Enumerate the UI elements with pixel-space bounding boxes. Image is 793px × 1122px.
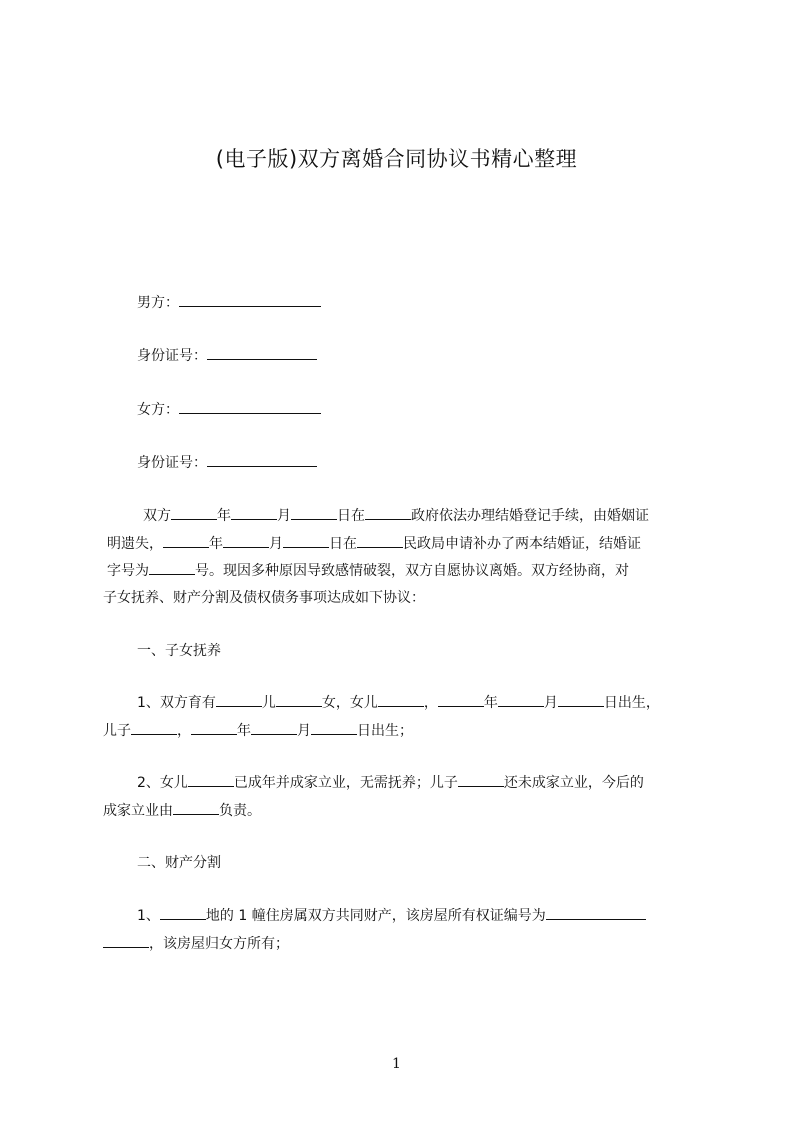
intro-text: 日在 (337, 508, 365, 524)
section-1-item-1-line-2 (103, 720, 413, 740)
intro-text: 政府依法办理结婚登记手续，由婚姻证 (411, 508, 649, 524)
blank[interactable] (276, 693, 322, 707)
intro-text: 字号为 (107, 563, 149, 579)
blank[interactable] (498, 693, 544, 707)
male-field (137, 292, 321, 312)
blank[interactable] (251, 721, 297, 735)
female-blank[interactable] (179, 400, 321, 414)
intro-text: 号。现因多种原因导致感情破裂，双方自愿协议离婚。双方经协商，对 (195, 563, 629, 579)
item-text: 年 (483, 695, 498, 711)
female-label: 女方： (137, 402, 179, 418)
blank[interactable] (191, 721, 237, 735)
intro-text: 年 (209, 536, 223, 552)
blank[interactable] (231, 506, 277, 520)
item-text: 儿 (261, 695, 276, 711)
item-text: 负责。 (219, 803, 261, 819)
certificate-number-blank[interactable] (546, 906, 646, 920)
female-id-field (137, 452, 317, 472)
blank[interactable] (438, 693, 484, 707)
item-text: 1、双方育有 (137, 695, 216, 711)
intro-text: 民政局申请补办了两本结婚证，结婚证 (403, 536, 641, 552)
section-1-item-1-line-1 (137, 692, 660, 712)
female-id-label: 身份证号： (137, 455, 207, 471)
section-2-item-1-line-1 (137, 905, 646, 925)
section-1-item-2-line-2 (103, 800, 261, 820)
intro-line-2 (107, 533, 641, 553)
blank[interactable] (365, 506, 411, 520)
section-1-item-2-line-1 (137, 772, 644, 792)
male-id-blank[interactable] (207, 346, 317, 360)
item-text: 日出生， (603, 695, 660, 711)
blank[interactable] (223, 534, 269, 548)
section-2-item-1-line-2 (103, 933, 289, 953)
item-text: 地的 1 幢住房属双方共同财产，该房屋所有权证编号为 (205, 908, 546, 924)
item-text: 儿子 (103, 723, 131, 739)
item-text: 已成年并成家立业，无需抚养；儿子 (233, 775, 458, 791)
item-text: 日出生； (357, 723, 413, 739)
intro-text: 日在 (329, 536, 357, 552)
intro-text: 月 (269, 536, 283, 552)
blank[interactable] (357, 534, 403, 548)
intro-text: 双方 (143, 508, 171, 524)
blank[interactable] (149, 561, 195, 575)
intro-text: 年 (217, 508, 231, 524)
blank[interactable] (311, 721, 357, 735)
page-number: 1 (392, 1056, 401, 1072)
item-text: 成家立业由 (103, 803, 173, 819)
certificate-number-blank-cont[interactable] (103, 934, 149, 948)
intro-line-3 (107, 560, 629, 580)
intro-text: 明遗失， (107, 536, 163, 552)
item-text: ，该房屋归女方所有； (149, 936, 289, 952)
section-2-heading: 二、财产分割 (137, 855, 221, 871)
item-text: 2、女儿 (137, 775, 188, 791)
blank[interactable] (283, 534, 329, 548)
item-text: 还未成家立业，今后的 (503, 775, 644, 791)
blank[interactable] (291, 506, 337, 520)
document-title: (电子版)双方离婚合同协议书精心整理 (215, 147, 578, 171)
intro-text: 月 (277, 508, 291, 524)
blank[interactable] (216, 693, 262, 707)
section-1-heading: 一、子女抚养 (137, 643, 221, 659)
female-id-blank[interactable] (207, 453, 317, 467)
item-text: 月 (297, 723, 311, 739)
blank[interactable] (160, 906, 206, 920)
item-text: 1、 (137, 908, 160, 924)
item-text: 月 (543, 695, 558, 711)
blank[interactable] (171, 506, 217, 520)
item-text: ， (423, 695, 438, 711)
blank[interactable] (378, 693, 424, 707)
blank[interactable] (458, 773, 504, 787)
blank[interactable] (558, 693, 604, 707)
intro-line-1 (143, 505, 649, 525)
male-blank[interactable] (179, 293, 321, 307)
blank[interactable] (173, 801, 219, 815)
blank[interactable] (163, 534, 209, 548)
male-label: 男方： (137, 295, 179, 311)
intro-line-4: 子女抚养、财产分割及债权债务事项达成如下协议： (103, 590, 425, 606)
female-field (137, 399, 321, 419)
item-text: 年 (237, 723, 251, 739)
blank[interactable] (131, 721, 177, 735)
item-text: 女，女儿 (321, 695, 378, 711)
male-id-label: 身份证号： (137, 348, 207, 364)
blank[interactable] (188, 773, 234, 787)
item-text: ， (177, 723, 191, 739)
male-id-field (137, 345, 317, 365)
